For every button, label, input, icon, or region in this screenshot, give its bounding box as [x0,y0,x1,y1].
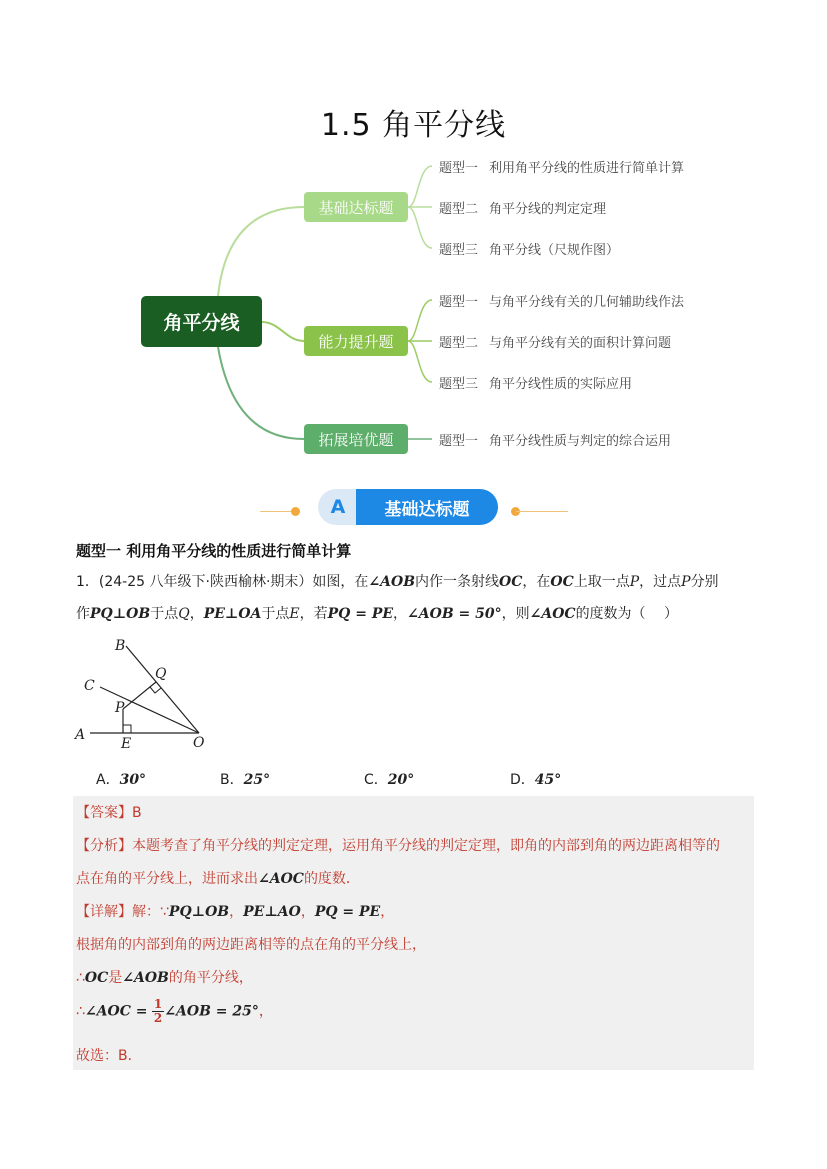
banner-dot-left [291,507,300,516]
section-banner [318,489,498,525]
label-E: E [121,736,132,752]
detail-line-5: 故选：B． [76,1048,142,1064]
label-Q: Q [155,666,167,682]
detail-line-3: ∴OC是∠AOB的角平分线， [76,970,253,986]
option-c: C．20° [364,772,415,788]
detail-line-1: 【详解】解：∵PQ⊥OB，PE⊥AO，PQ = PE， [76,904,395,920]
section-label: 基础达标题 [356,489,498,525]
type-heading: 题型一 利用角平分线的性质进行简单计算 [76,542,352,560]
mindmap-leaf: 题型二 角平分线的判定定理 [439,202,607,217]
option-a: A．30° [96,772,147,788]
mindmap-branch-advanced: 能力提升题 [304,326,408,356]
label-C: C [84,678,95,694]
mindmap-leaf: 题型一 利用角平分线的性质进行简单计算 [439,161,685,176]
label-A: A [75,727,86,743]
question-line-1: 1．(24-25 八年级下·陕西榆林·期末）如图，在∠AOB内作一条射线OC，在OC上取一点P，过点P分别 [76,574,719,590]
banner-line-right [516,511,568,512]
question-line-2: 作PQ⊥OB于点Q，PE⊥OA于点E，若PQ = PE，∠AOB = 50°，则∠AOC的度数为（ ） [76,606,679,622]
answer-line: 【答案】B [76,805,142,821]
mindmap-connectors [0,0,827,480]
label-P: P [115,700,125,716]
mindmap-leaf: 题型三 角平分线（尺规作图） [439,243,620,258]
mindmap-leaf: 题型一 角平分线性质与判定的综合运用 [439,434,672,449]
option-b: B．25° [220,772,271,788]
mindmap-leaf: 题型二 与角平分线有关的面积计算问题 [439,336,672,351]
mindmap-root: 角平分线 [141,296,262,347]
page-title: 1.5 角平分线 [320,108,507,143]
geometry-figure [72,632,222,752]
label-B: B [115,638,126,654]
option-d: D．45° [510,772,562,788]
mindmap-leaf: 题型三 角平分线性质的实际应用 [439,377,633,392]
label-O: O [193,735,205,751]
analysis-line-1: 【分析】本题考查了角平分线的判定定理，运用角平分线的判定定理，即角的内部到角的两边距离相等的 [76,838,720,854]
mindmap-branch-extension: 拓展培优题 [304,424,408,454]
fraction-half: $\frac{1}{2}$ [153,997,163,1025]
detail-line-2: 根据角的内部到角的两边距离相等的点在角的平分线上， [76,937,426,953]
mindmap-branch-basic: 基础达标题 [304,192,408,222]
mindmap-leaf: 题型一 与角平分线有关的几何辅助线作法 [439,295,685,310]
analysis-line-2: 点在角的平分线上，进而求出∠AOC的度数． [76,871,360,887]
section-letter: A [318,489,358,525]
detail-line-4: ∴∠AOC = $\frac{1}{2}$ ∠AOB = 25°， [76,997,273,1025]
